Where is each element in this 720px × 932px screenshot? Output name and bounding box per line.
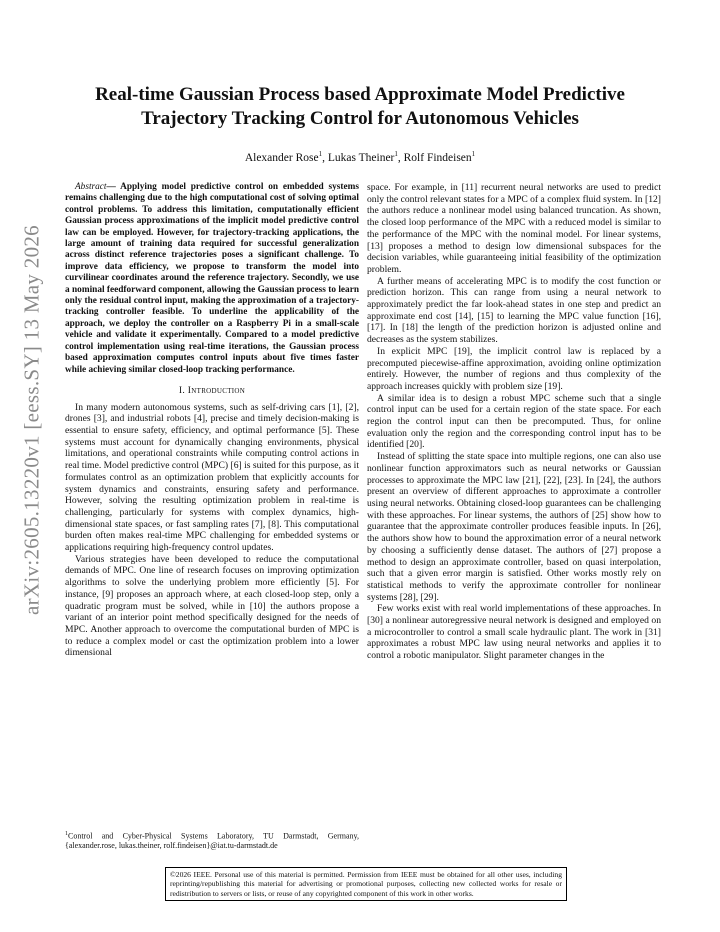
arxiv-stamp [12, 200, 52, 640]
author-3: , Rolf Findeisen [397, 151, 472, 164]
left-column [65, 182, 359, 659]
paragraph: space. For example, in [11] recurrent neural networks are used to predict only the control relevant states for a MPC of a complex fluid system. In [12] the authors reduce a nonlinear model using balanced truncation. As shown, the closed loop performance of the MPC with a reduced model is similar to the performance of the MPC with the nominal model. For linear systems, [13] proposes a method to design low dimensional subspaces for the decision variables, while guaranteeing initial feasibility of the optimization problem. [367, 182, 661, 275]
author-2-affil: 1 [394, 150, 398, 158]
author-1: Alexander Rose [244, 151, 319, 164]
affiliation-footnote [65, 830, 359, 851]
paper-title [60, 83, 660, 131]
footnote-mark: 1 [65, 831, 68, 837]
paragraph: A further means of accelerating MPC is to modify the cost function or prediction horizon. This can range from using a neural network to approximately predict the far look-ahead states in one step and predict an approximate end cost [14], [15] to learning the MPC value function [16], [17]. In [18] the length of the prediction horizon is adjusted online and decreases as the system stabilizes. [367, 275, 661, 346]
copyright-notice [165, 867, 567, 901]
abstract-label: Abstract [75, 182, 107, 192]
paragraph: In many modern autonomous systems, such as self-driving cars [1], [2], drones [3], and industrial robots [4], precise and timely decision-making is essential to ensure safety, efficiency, and optimal performance [5]. These systems must account for dynamically changing environments, physical limitations, and operational constraints while computing control actions in real time. Model predictive control (MPC) [6] is suited for this purpose, as it formulates control as an optimization problem that explicitly accounts for system dynamics and constraints, ensuring safety and performance. However, solving the resulting optimization problem in real-time is challenging, particularly for systems with complex dynamics, high-dimensional state spaces, or fast sampling rates [7], [8]. This computational burden often makes real-time MPC challenging for embedded systems or applications requiring high-frequency control updates. [65, 401, 359, 554]
author-2: , Lukas Theiner [322, 151, 395, 164]
paragraph: In explicit MPC [19], the implicit control law is replaced by a precomputed piecewise-affine approximation, avoiding online optimization entirely. However, the number of regions and thus complexity of the approach increases quickly with problem size [19]. [367, 345, 661, 392]
arxiv-stamp-text: arXiv:2605.13220v1 [eess.SY] 13 May 2026 [19, 225, 44, 615]
copyright-text: ©2026 IEEE. Personal use of this material is permitted. Permission from IEEE must be obtained for all other uses, including reprinting/republishing this material for advertising or promotional purposes, collecting new collected works for resale or redistribution to servers or lists, or reuse of any copyrighted component of this work in other works. [170, 870, 562, 898]
paragraph: Instead of splitting the state space into multiple regions, one can also use nonlinear function approximators such as neural networks or Gaussian processes to approximate the MPC law [21], [22], [23]. In [24], the authors present an overview of different approaches to approximate a controller using neural networks. Obtaining closed-loop guarantees can be challenging with these approaches. For linear systems, the authors of [25] show how to guarantee that the approximate controller produces feasible inputs. In [26], the authors show how to bound the approximation error of a neural network by choosing a sufficiently dense dataset. The authors of [27] propose a method to design an approximate controller, based on quasi interpolation, such that a given error margin is satisfied. Other works mostly rely on statistical methods to verify the approximate controller for nonlinear systems [28], [29]. [367, 451, 661, 603]
paragraph: Few works exist with real world implementations of these approaches. In [30] a nonlinear autoregressive neural network is designed and employed on a microcontroller to control a small scale hydraulic plant. The work in [31] approximates a robust MPC law using neural networks and applies it to control a robotic manipulator. Slight parameter changes in the [367, 603, 661, 662]
abstract [65, 182, 359, 376]
paragraph: A similar idea is to design a robust MPC scheme such that a single control input can be used for a certain region of the state space. For each region the control input can then be precomputed. Thus, for online evaluation only the region and the corresponding control input has to be identified [20]. [367, 392, 661, 451]
title-line-1: Real-time Gaussian Process based Approximate Model Predictive [95, 84, 625, 105]
abstract-text: — Applying model predictive control on embedded systems remains challenging due to the high computational cost of solving optimal control problems. To address this limitation, computationally efficient Gaussian process approximations of the implicit model predictive control law can be employed. However, for trajectory-tracking applications, the large amount of training data required for successful generalization across distinct reference trajectories poses a significant challenge. To improve data efficiency, we propose to transform the model into curvilinear coordinates around the reference trajectory. Secondly, we use a nominal feedforward component, allowing the Gaussian process to learn only the residual control input, making the approximation of a trajectory-tracking controller feasible. To underline the applicability of the approach, we deploy the controller on a Raspberry Pi in a small-scale vehicle and validate it experimentally. Compared to a model predictive control implementation using real-time iterations, the Gaussian process based approximation computes control inputs about five times faster while achieving similar closed-loop tracking performance. [65, 182, 359, 375]
section-heading-introduction: I. Introduction [178, 384, 246, 396]
right-column [367, 182, 661, 662]
title-line-2: Trajectory Tracking Control for Autonomous Vehicles [141, 108, 579, 129]
author-list [60, 150, 660, 164]
paragraph: Various strategies have been developed to reduce the computational demands of MPC. One line of research focuses on improving optimization algorithms to solve the underlying problem more efficiently [5]. For instance, [9] proposes an approach where, at each closed-loop step, only a quadratic program must be solved, while in [10] the authors propose a variant of an interior point method specifically designed for the needs of MPC. Another approach to overcome the computational burden of MPC is to reduce a complex model or cast the optimization problem into a lower dimensional [65, 553, 359, 659]
author-3-affil: 1 [471, 150, 476, 158]
author-1-affil: 1 [318, 150, 323, 158]
footnote-text: Control and Cyber-Physical Systems Laboratory, TU Darmstadt, Germany, {alexander.rose, lukas.theiner, rolf.findeisen}@iat.tu-darmstadt.de [65, 831, 359, 851]
